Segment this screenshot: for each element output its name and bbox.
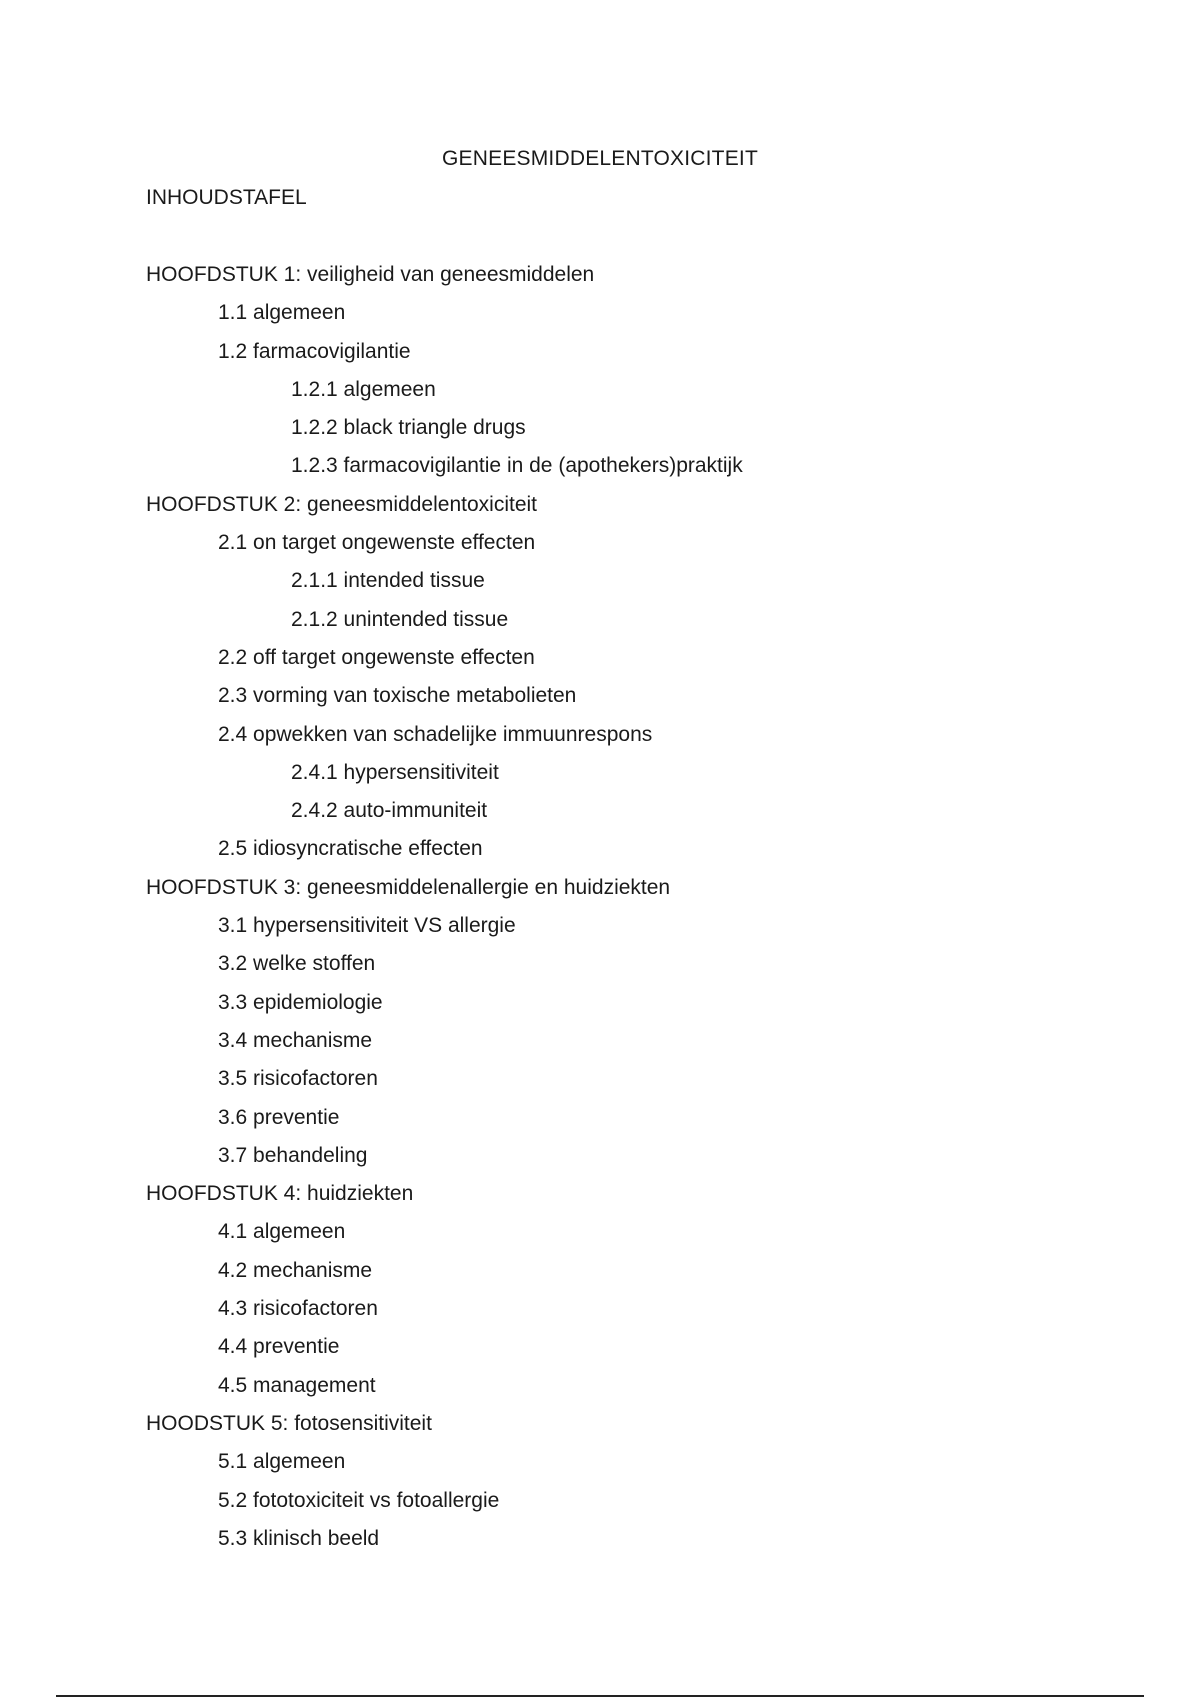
document-title: GENEESMIDDELENTOXICITEIT <box>442 147 758 170</box>
toc-subsection: 2.1.1 intended tissue <box>291 569 485 593</box>
table-of-contents <box>146 262 743 1564</box>
toc-section: 3.7 behandeling <box>218 1143 368 1167</box>
toc-section: 4.4 preventie <box>218 1335 340 1359</box>
toc-subsection: 2.1.2 unintended tissue <box>291 607 509 631</box>
toc-chapter: HOOFDSTUK 2: geneesmiddelentoxiciteit <box>146 492 537 516</box>
toc-section: 3.4 mechanisme <box>218 1028 373 1052</box>
toc-section: 4.2 mechanisme <box>218 1258 373 1282</box>
toc-section: 3.6 preventie <box>218 1105 340 1129</box>
toc-chapter: HOOFDSTUK 3: geneesmiddelenallergie en huidziekten <box>146 875 671 899</box>
toc-section: 4.5 management <box>218 1373 376 1397</box>
toc-section: 3.2 welke stoffen <box>218 952 376 976</box>
toc-section: 2.3 vorming van toxische metabolieten <box>218 684 577 708</box>
toc-section: 3.1 hypersensitiviteit VS allergie <box>218 914 516 938</box>
toc-section: 2.2 off target ongewenste effecten <box>218 645 535 669</box>
toc-section: 5.2 fototoxiciteit vs fotoallergie <box>218 1488 500 1512</box>
toc-heading: INHOUDSTAFEL <box>146 186 307 209</box>
toc-section: 4.3 risicofactoren <box>218 1297 378 1321</box>
toc-section: 1.1 algemeen <box>218 301 346 325</box>
toc-section: 3.5 risicofactoren <box>218 1067 378 1091</box>
toc-section: 2.5 idiosyncratische effecten <box>218 837 483 861</box>
toc-subsection: 1.2.1 algemeen <box>291 377 436 401</box>
toc-chapter: HOODSTUK 5: fotosensitiviteit <box>146 1411 432 1435</box>
toc-section: 1.2 farmacovigilantie <box>218 339 411 363</box>
toc-subsection: 1.2.3 farmacovigilantie in de (apothekers)praktijk <box>291 454 743 478</box>
toc-subsection: 2.4.1 hypersensitiviteit <box>291 760 499 784</box>
footer-divider <box>56 1695 1144 1697</box>
toc-subsection: 2.4.2 auto-immuniteit <box>291 799 488 823</box>
toc-section: 2.4 opwekken van schadelijke immuunrespons <box>218 722 653 746</box>
toc-chapter: HOOFDSTUK 4: huidziekten <box>146 1182 414 1206</box>
toc-section: 5.3 klinisch beeld <box>218 1526 380 1550</box>
toc-section: 4.1 algemeen <box>218 1220 346 1244</box>
toc-section: 2.1 on target ongewenste effecten <box>218 531 536 555</box>
toc-section: 3.3 epidemiologie <box>218 990 383 1014</box>
toc-subsection: 1.2.2 black triangle drugs <box>291 416 526 440</box>
toc-chapter: HOOFDSTUK 1: veiligheid van geneesmiddelen <box>146 263 595 286</box>
toc-section: 5.1 algemeen <box>218 1450 346 1474</box>
